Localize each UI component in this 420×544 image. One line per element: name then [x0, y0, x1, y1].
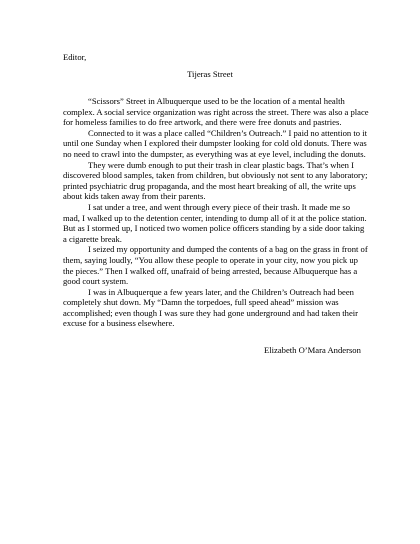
paragraph: Connected to it was a place called “Children’s Outreach.” I paid no attention to it until one Sunday when I explored their dumpster looking for cold old donuts. There was no need to crawl into the dumpster, as everything was at eye level, including the donuts. [63, 127, 367, 159]
paragraph: They were dumb enough to put their trash in clear plastic bags. That’s when I discovered blood samples, taken from children, but obviously not sent to any laboratory; printed psychiatric drug propaganda, and the most heart breaking of all, the write ups about kids taken away from their parents. [63, 159, 368, 202]
paragraph: I was in Albuquerque a few years later, and the Children’s Outreach had been completely shut down. My “Damn the torpedoes, full speed ahead” mission was accomplished; even though I was sure they had gone underground and had taken their excuse for a business elsewhere. [63, 286, 359, 329]
paragraph: I seized my opportunity and dumped the contents of a bag on the grass in front of them, saying loudly, “You allow these people to operate in your city, now you pick up the pieces.” Then I walked off, unafraid of being arrested, because Albuquerque has a good court system. [63, 244, 368, 287]
letter-body [63, 96, 369, 329]
signature: Elizabeth O’Mara Anderson [264, 345, 361, 355]
salutation: Editor, [63, 52, 87, 62]
letter-title: Tijeras Street [187, 69, 233, 79]
paragraph: “Scissors” Street in Albuquerque used to be the location of a mental health complex. A social service organization was right across the street. There was also a place for homeless families to do free artwork, and there were free donuts and pastries. [63, 96, 369, 128]
paragraph: I sat under a tree, and went through every piece of their trash. It made me so mad, I walked up to the detention center, intending to dump all of it at the police station. But as I stormed up, I noticed two women police officers standing by a side door taking a cigarette break. [63, 201, 367, 244]
